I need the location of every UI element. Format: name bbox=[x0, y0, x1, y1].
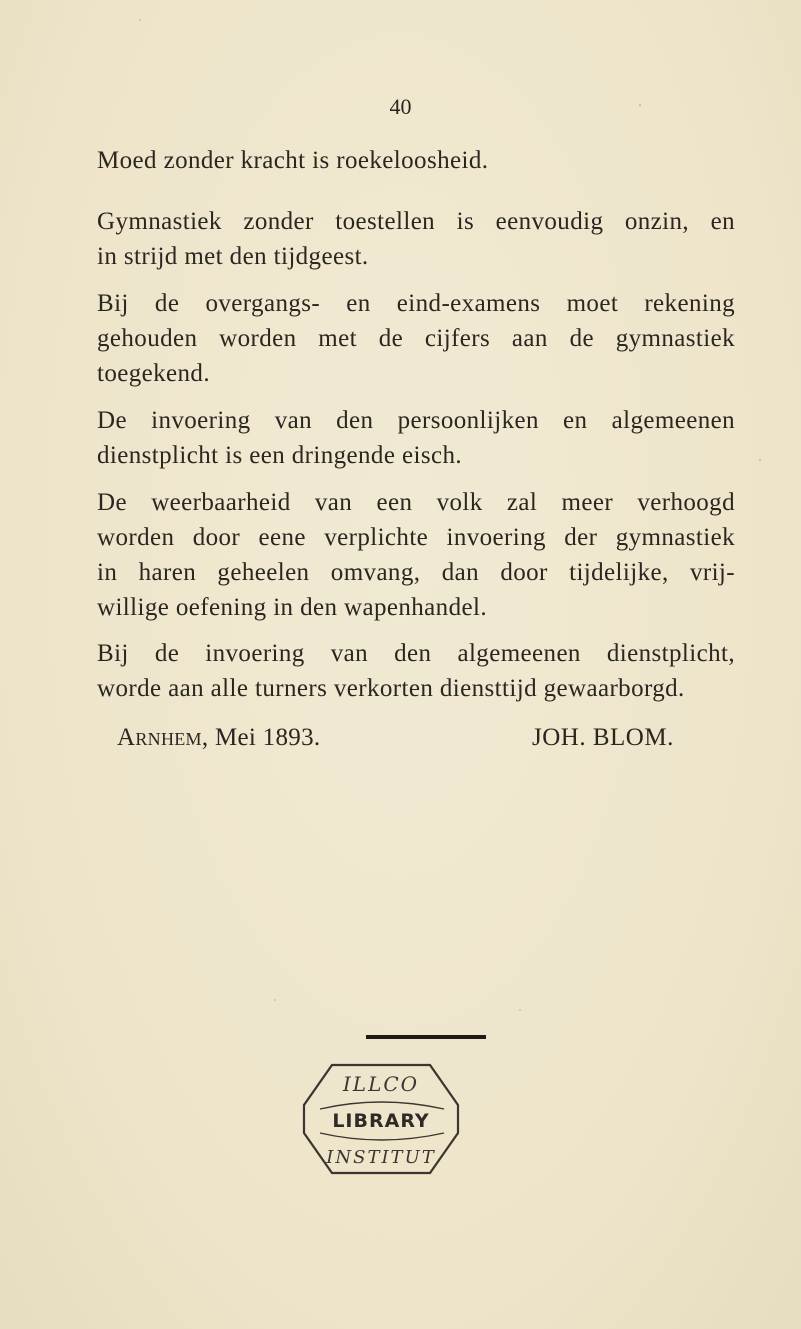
paragraph-defense bbox=[97, 485, 735, 625]
paragraph-apparatus bbox=[97, 204, 735, 274]
paragraph-conscription bbox=[97, 403, 735, 473]
place-name: Arnhem bbox=[117, 724, 202, 751]
place-date bbox=[117, 720, 320, 755]
text-line: Bij de overgangs- en eind-examens moet rekening bbox=[97, 290, 735, 317]
text-line: in haren geheelen omvang, dan door tijdelijke, vrij- bbox=[97, 559, 735, 586]
paragraph-service-time bbox=[97, 636, 735, 706]
paragraph-courage bbox=[97, 143, 735, 178]
text-line: gehouden worden met de cijfers aan de gymnastiek bbox=[97, 325, 735, 352]
paragraph-examinations bbox=[97, 286, 735, 391]
text-line: Gymnastiek zonder toestellen is eenvoudig onzin, en bbox=[97, 208, 735, 235]
page-number: 40 bbox=[389, 94, 412, 119]
text-line: dienstplicht is een dringende eisch. bbox=[97, 442, 462, 469]
text-line: in strijd met den tijdgeest. bbox=[97, 243, 369, 270]
text-line: toegekend. bbox=[97, 360, 210, 387]
text-line: worden door eene verplichte invoering der gymnastiek bbox=[97, 524, 735, 551]
text-line: Moed zonder kracht is roekeloosheid. bbox=[97, 147, 489, 174]
stamp-top-text: ILLCO bbox=[342, 1072, 420, 1096]
text-line: willige oefening in den wapenhandel. bbox=[97, 594, 487, 621]
author-name: JOH. BLOM. bbox=[532, 724, 674, 751]
signature-row bbox=[97, 720, 737, 756]
text-line: Bij de invoering van den algemeenen dienstplicht, bbox=[97, 640, 735, 667]
stamp-center-text: LIBRARY bbox=[332, 1110, 430, 1132]
text-line: worde aan alle turners verkorten diensttijd gewaarborgd. bbox=[97, 675, 685, 702]
text-line: De weerbaarheid van een volk zal meer verhoogd bbox=[97, 489, 735, 516]
library-stamp bbox=[298, 1055, 464, 1183]
horizontal-rule bbox=[366, 1035, 486, 1039]
stamp-bottom-text: INSTITUT bbox=[326, 1147, 436, 1168]
text-line: De invoering van den persoonlijken en algemeenen bbox=[97, 407, 735, 434]
date: , Mei 1893. bbox=[201, 724, 321, 751]
